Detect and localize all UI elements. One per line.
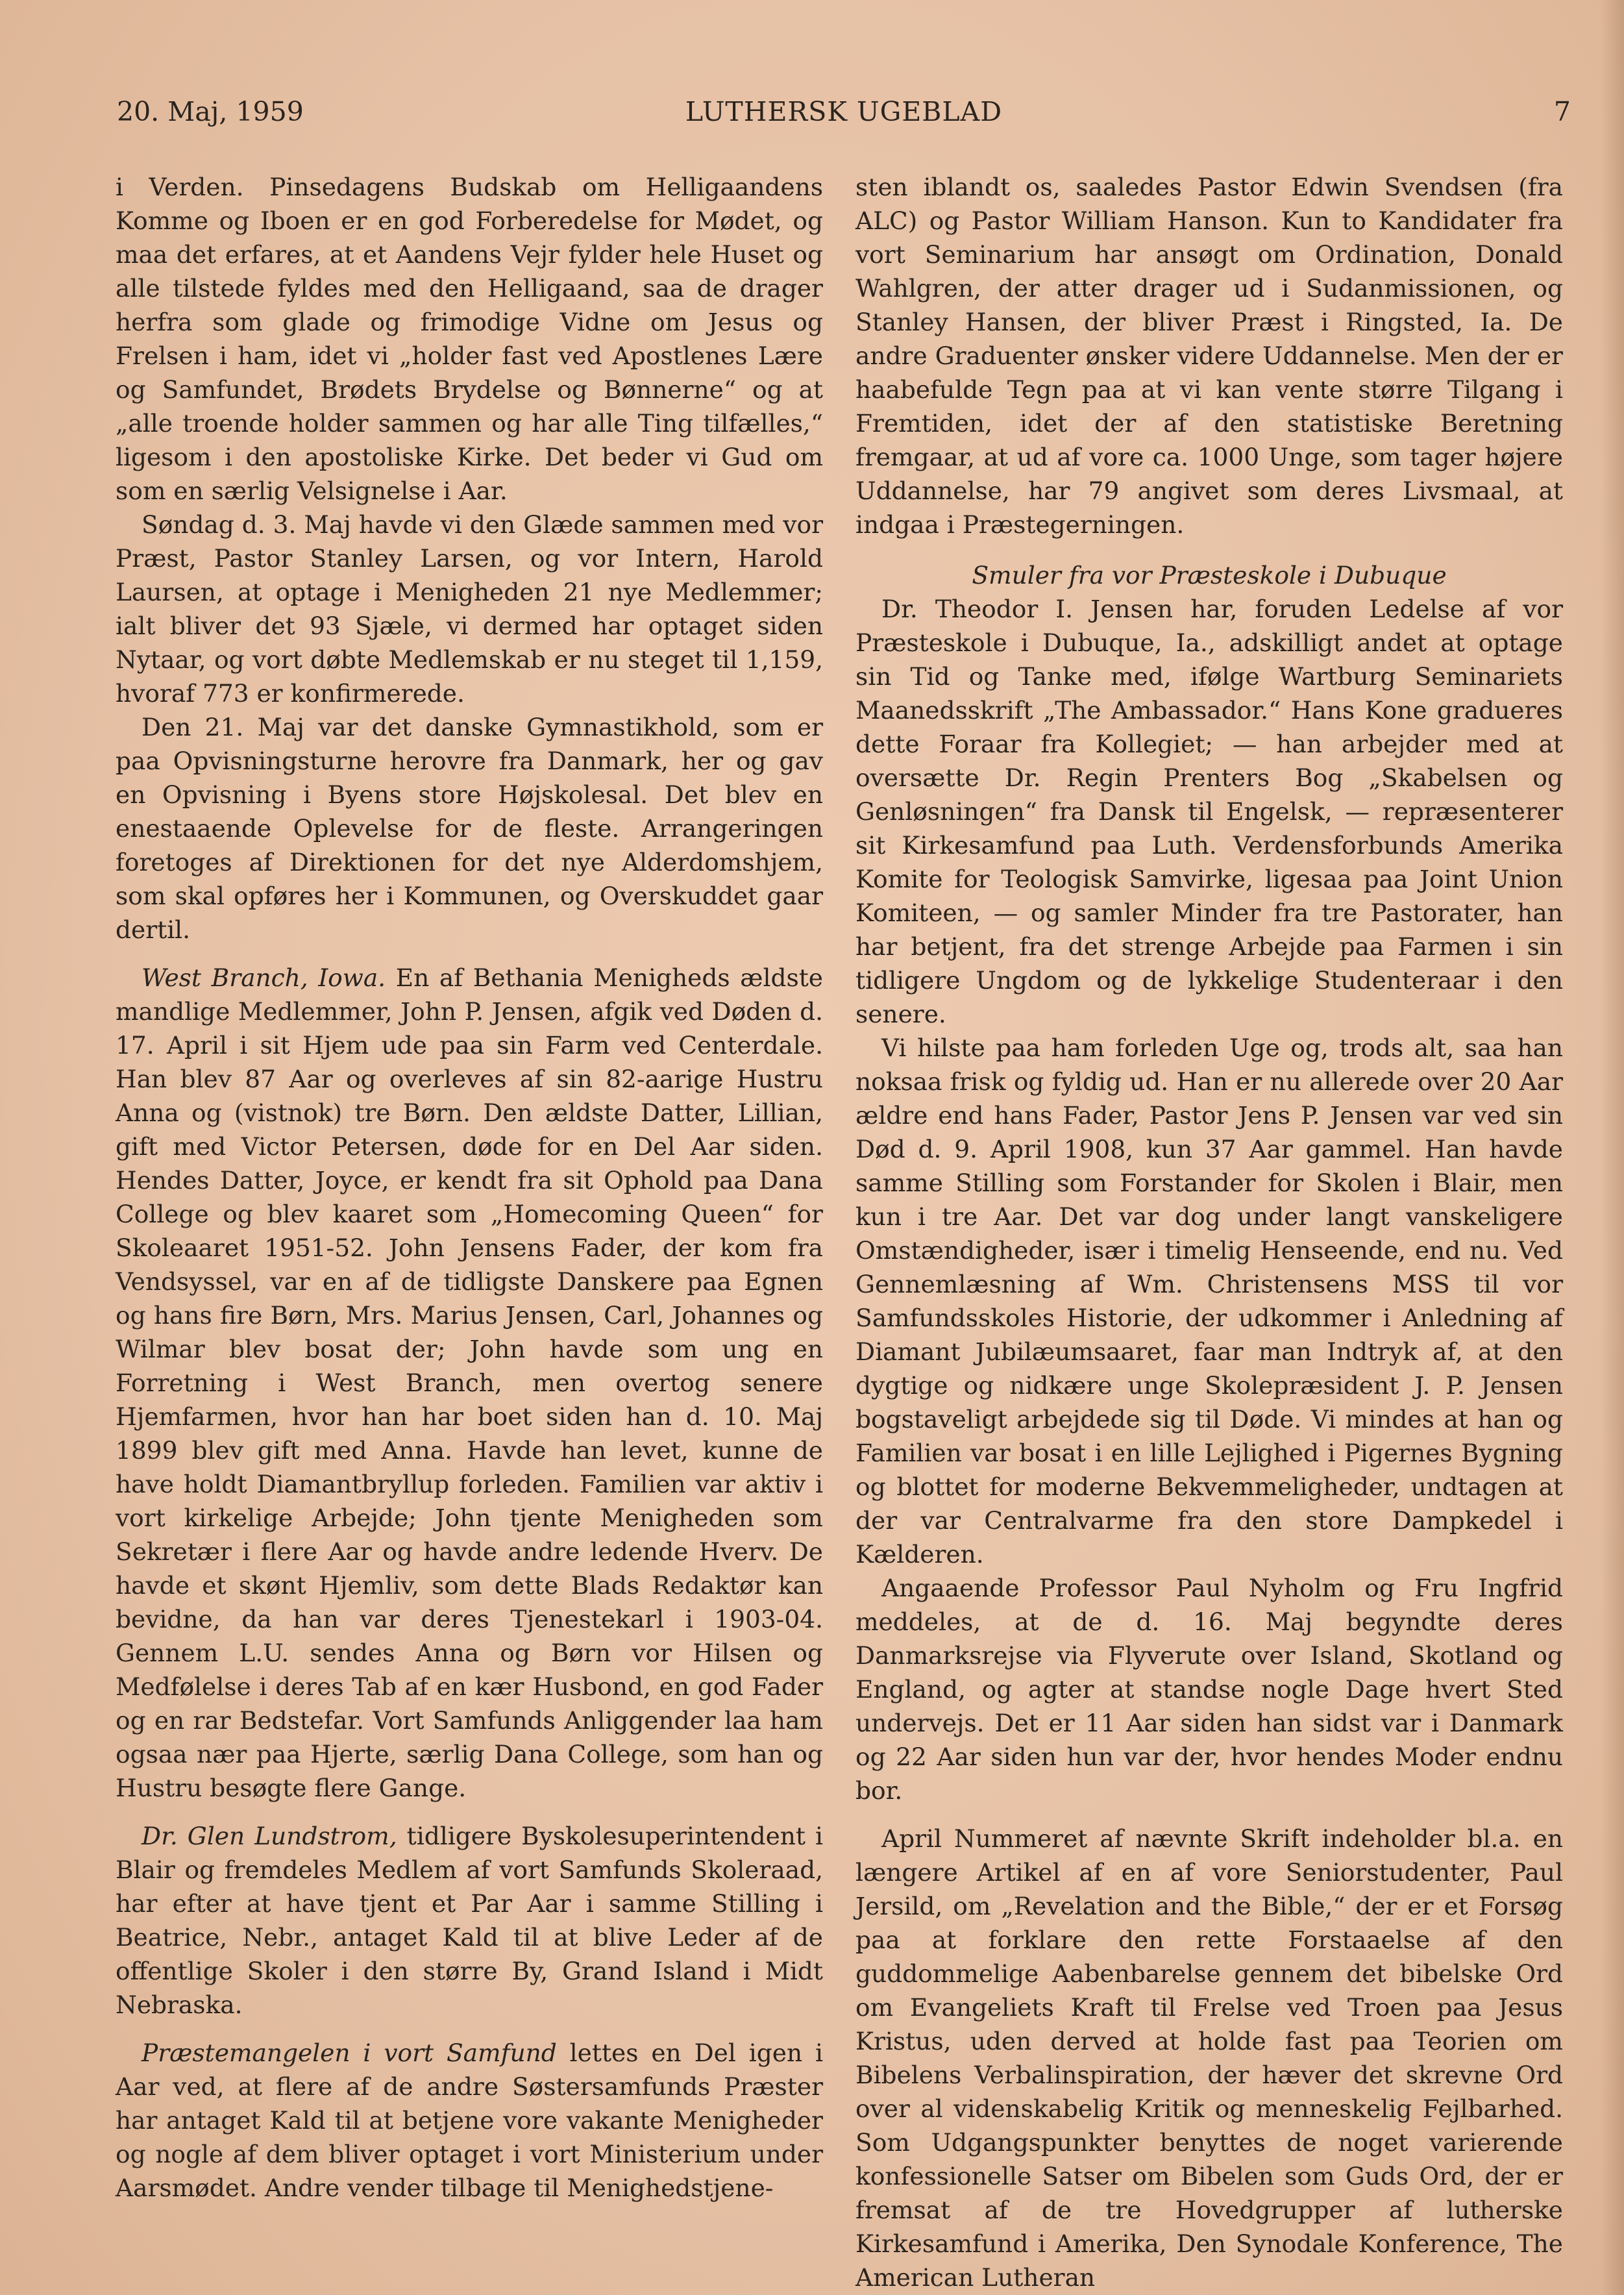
left-paragraph-6	[116, 2036, 823, 2205]
west-branch-lead: West Branch, Iowa.	[141, 963, 386, 992]
header-date: 20. Maj, 1959	[117, 96, 304, 127]
header-page-number: 7	[1553, 96, 1571, 127]
west-branch-body: En af Bethania Menigheds ældste mandlige Medlemmer, John P. Jensen, afgik ved Døden d. 17. April i sit Hjem ude paa sin Farm ved Centerdale. Han blev 87 Aar og overleves af sin 82-aarige Hustru Anna og (vistnok) tre Børn. Den ældste Datter, Lillian, gift med Victor Petersen, døde for en Del Aar siden. Hendes Datter, Joyce, er kendt fra sit Ophold paa Dana College og blev kaaret som „Homecoming Queen“ for Skoleaaret 1951-52. John Jensens Fader, der kom fra Vendsyssel, var en af de tidligste Danskere paa Egnen og hans fire Børn, Mrs. Marius Jensen, Carl, Johannes og Wilmar blev bosat der; John havde som ung en Forretning i West Branch, men overtog senere Hjemfarmen, hvor han har boet siden han d. 10. Maj 1899 blev gift med Anna. Havde han levet, kunne de have holdt Diamantbryllup forleden. Familien var aktiv i vort kirkelige Arbejde; John tjente Menigheden som Sekretær i flere Aar og havde andre ledende Hverv. De havde et skønt Hjemliv, som dette Blads Redaktør kan bevidne, da han var deres Tjenestekarl i 1903-04. Gennem L.U. sendes Anna og Børn vor Hilsen og Medfølelse i deres Tab af en kær Husbond, en god Fader og en rar Bedstefar. Vort Samfunds Anliggender laa ham ogsaa nær paa Hjerte, særlig Dana College, som han og Hustru besøgte flere Gange.	[116, 963, 823, 1802]
left-paragraph-5	[116, 1819, 823, 2022]
left-paragraph-2: Søndag d. 3. Maj havde vi den Glæde sammen med vor Præst, Pastor Stanley Larsen, og vor Intern, Harold Laursen, at optage i Menigheden 21 nye Medlemmer; ialt bliver det 93 Sjæle, vi dermed har optaget siden Nytaar, og vort døbte Medlemskab er nu steget til 1,159, hvoraf 773 er konfirmerede.	[116, 510, 823, 708]
right-paragraph-5: April Nummeret af nævnte Skrift indeholder bl.a. en længere Artikel af en af vore Seniorstudenter, Paul Jersild, om „Revelation and the Bible,“ der er et Forsøg paa at forklare den rette Forstaaelse af den guddommelige Aabenbarelse gennem det bibelske Ord om Evangeliets Kraft til Frelse ved Troen paa Jesus Kristus, uden derved at holde fast paa Teorien om Bibelens Verbalinspiration, der hæver det skrevne Ord over al videnskabelig Kritik og menneskelig Fejlbarhed. Som Udgangspunkter benyttes de noget varierende konfessionelle Satser om Bibelen som Guds Ord, der er fremsat af de tre Hovedgrupper af lutherske Kirkesamfund i Amerika, Den Synodale Konference, The American Lutheran	[855, 1824, 1563, 2292]
lundstrom-body: tidligere Byskolesuperintendent i Blair og fremdeles Medlem af vort Samfunds Skoleraad, har efter at have tjent et Par Aar i samme Stilling i Beatrice, Nebr., antaget Kald til at blive Leder af de offentlige Skoler i den større By, Grand Island i Midt Nebraska.	[116, 1822, 823, 2019]
left-paragraph-3: Den 21. Maj var det danske Gymnastikhold, som er paa Opvisningsturne herovre fra Danmark, her og gav en Opvisning i Byens store Højskolesal. Det blev en enestaaende Oplevelse for de fleste. Arrangeringen foretoges af Direktionen for det nye Alderdomshjem, som skal opføres her i Kommunen, og Overskuddet gaar dertil.	[116, 713, 823, 944]
left-paragraph-1: i Verden. Pinsedagens Budskab om Helligaandens Komme og Iboen er en god Forberedelse for Mødet, og maa det erfares, at et Aandens Vejr fylder hele Huset og alle tilstede fyldes med den Helligaand, saa de drager herfra som glade og frimodige Vidne om Jesus og Frelsen i ham, idet vi „holder fast ved Apostlenes Lære og Samfundet, Brødets Brydelse og Bønnerne“ og at „alle troende holder sammen og har alle Ting tilfælles,“ ligesom i den apostoliske Kirke. Det beder vi Gud om som en særlig Velsignelse i Aar.	[116, 173, 823, 505]
right-paragraph-2: Dr. Theodor I. Jensen har, foruden Ledelse af vor Præsteskole i Dubuque, Ia., adskilligt andet at optage sin Tid og Tanke med, ifølge Wartburg Seminariets Maanedsskrift „The Ambassador.“ Hans Kone gradueres dette Foraar fra Kollegiet; — han arbejder med at oversætte Dr. Regin Prenters Bog „Skabelsen og Genløsningen“ fra Dansk til Engelsk, — repræsenterer sit Kirkesamfund paa Luth. Verdensforbunds Amerika Komite for Teologisk Samvirke, ligesaa paa Joint Union Komiteen, — og samler Minder fra tre Pastorater, han har betjent, fra det strenge Arbejde paa Farmen i sin tidligere Ungdom og de lykkelige Studenteraar i den senere.	[855, 595, 1563, 1028]
page-edge-shadow	[1601, 0, 1624, 2295]
left-column	[116, 170, 823, 2205]
right-paragraph-3: Vi hilste paa ham forleden Uge og, trods alt, saa han noksaa frisk og fyldig ud. Han er nu allerede over 20 Aar ældre end hans Fader, Pastor Jens P. Jensen var ved sin Død d. 9. April 1908, kun 37 Aar gammel. Han havde samme Stilling som Forstander for Skolen i Blair, men kun i tre Aar. Det var dog under langt vanskeligere Omstændigheder, især i timelig Henseende, end nu. Ved Gennemlæsning af Wm. Christensens MSS til vor Samfundsskoles Historie, der udkommer i Anledning af Diamant Jubilæumsaaret, faar man Indtryk af, at den dygtige og nidkære unge Skolepræsident J. P. Jensen bogstaveligt arbejdede sig til Døde. Vi mindes at han og Familien var bosat i en lille Lejlighed i Pigernes Bygning og blottet for moderne Bekvemmeligheder, undtagen at der var Centralvarme fra den store Dampkedel i Kælderen.	[855, 1034, 1563, 1569]
left-paragraph-4	[116, 961, 823, 1805]
page-header	[117, 96, 1571, 142]
praestemangel-body: lettes en Del igen i Aar ved, at flere af de andre Søstersamfunds Præster har antaget Kald til at betjene vore vakante Menigheder og nogle af dem bliver optaget i vort Ministerium under Aarsmødet. Andre vender tilbage til Menighedstjene-	[116, 2039, 823, 2202]
right-column	[855, 170, 1563, 2294]
header-journal-title: LUTHERSK UGEBLAD	[685, 96, 1003, 127]
right-paragraph-1: sten iblandt os, saaledes Pastor Edwin Svendsen (fra ALC) og Pastor William Hanson. Kun to Kandidater fra vort Seminarium har ansøgt om Ordination, Donald Wahlgren, der atter drager ud i Sudanmissionen, og Stanley Hansen, der bliver Præst i Ringsted, Ia. De andre Graduenter ønsker videre Uddannelse. Men der er haabefulde Tegn paa at vi kan vente større Tilgang i Fremtiden, idet der af den statistiske Beretning fremgaar, at ud af vore ca. 1000 Unge, som tager højere Uddannelse, har 79 angivet som deres Livsmaal, at indgaa i Præstegerningen.	[855, 173, 1563, 539]
praestemangel-lead: Præstemangelen i vort Samfund	[141, 2039, 557, 2067]
lundstrom-lead: Dr. Glen Lundstrom,	[141, 1822, 397, 1850]
right-paragraph-4: Angaaende Professor Paul Nyholm og Fru Ingfrid meddeles, at de d. 16. Maj begyndte deres Danmarksrejse via Flyverute over Island, Skotland og England, og agter at standse nogle Dage hvert Sted undervejs. Det er 11 Aar siden han sidst var i Danmark og 22 Aar siden hun var der, hvor hendes Moder endnu bor.	[855, 1574, 1563, 1805]
section-heading-dubuque: Smuler fra vor Præsteskole i Dubuque	[972, 561, 1447, 589]
